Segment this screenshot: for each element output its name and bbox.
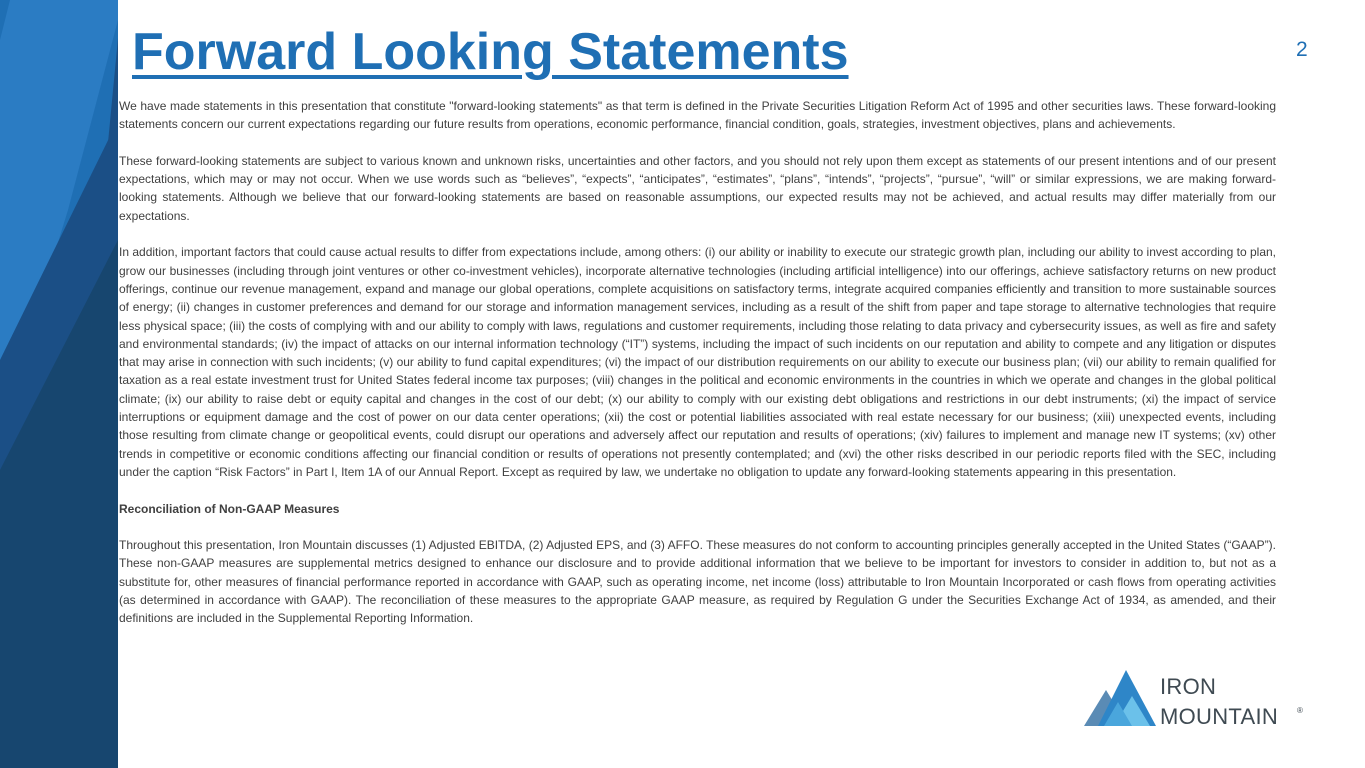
mountain-peaks-icon [1084, 668, 1158, 728]
iron-mountain-logo [1084, 668, 1314, 732]
paragraph-risks: These forward-looking statements are subject to various known and unknown risks, uncertainties and other factors, and you should not rely upon them except as statements of our present intentions and of our present expectations, which may or may not occur. When we use words such as “believes”, “expects”, “anticipates”, “estimates”, “plans”, “intends”, “projects”, “pursue”, “will” or similar expressions, we are making forward-looking statements. Although we believe that our forward-looking statements are based on reasonable assumptions, our expected results may not be achieved, and actual results may differ materially from our expectations. [119, 153, 1276, 223]
left-chevron-band [0, 0, 118, 768]
page-title: Forward Looking Statements [132, 23, 849, 81]
paragraph-important-factors: In addition, important factors that could cause actual results to differ from expectations include, among others: (i) our ability or inability to execute our strategic growth plan, including our ability to invest according to plan, grow our businesses (including through joint ventures or other co-investment vehicles), incorporate alternative technologies (including artificial intelligence) into our offerings, achieve satisfactory returns on new product offerings, continue our revenue management, expand and manage our global operations, complete acquisitions on satisfactory terms, integrate acquired companies efficiently and transition to more sustainable sources of energy; (ii) changes in customer preferences and demand for our storage and information management services, including as a result of the shift from paper and tape storage to alternative technologies that require less physical space; (iii) the costs of complying with and our ability to comply with laws, regulations and customer requirements, including those relating to data privacy and cybersecurity issues, as well as fire and safety and environmental standards; (iv) the impact of attacks on our internal information technology (“IT”) systems, including the impact of such incidents on our reputation and ability to compete and any litigation or disputes that may arise in connection with such incidents; (v) our ability to fund capital expenditures; (vi) the impact of our distribution requirements on our ability to execute our business plan; (vii) our ability to remain qualified for taxation as a real estate investment trust for United States federal income tax purposes; (viii) changes in the political and economic environments in the countries in which we operate and changes in the global political climate; (ix) our ability to raise debt or equity capital and changes in the cost of our debt; (x) our ability to comply with our existing debt obligations and restrictions in our debt instruments; (xi) the impact of service interruptions or equipment damage and the cost of power on our data center operations; (xii) the cost or potential liabilities associated with real estate necessary for our business; (xiii) unexpected events, including those resulting from climate change or geopolitical events, could disrupt our operations and adversely affect our reputation and results of operations; (xiv) failures to implement and manage new IT systems; (xv) other trends in competitive or economic conditions affecting our financial condition or results of operations not presently contemplated; and (xvi) the other risks described in our periodic reports filed with the SEC, including under the caption “Risk Factors” in Part I, Item 1A of our Annual Report. Except as required by law, we undertake no obligation to update any forward-looking statements appearing in this presentation. [119, 245, 1276, 479]
paragraph-reconciliation: Throughout this presentation, Iron Mountain discusses (1) Adjusted EBITDA, (2) Adjusted EPS, and (3) AFFO. These measures do not conform to accounting principles generally accepted in the United States (“GAAP”). These non-GAAP measures are supplemental metrics designed to enhance our disclosure and to provide additional information that we believe to be important for investors to consider in addition to, but not as a substitute for, other measures of financial performance reported in accordance with GAAP, such as operating income, net income (loss) attributable to Iron Mountain Incorporated or cash flows from operating activities (as determined in accordance with GAAP). The reconciliation of these measures to the appropriate GAAP measure, as required by Regulation G under the Securities Exchange Act of 1934, as amended, and their definitions are included in the Supplemental Reporting Information. [119, 538, 1276, 626]
body-text [119, 97, 1276, 646]
logo-text-iron: IRON [1160, 674, 1217, 699]
logo-text-mountain: MOUNTAIN [1160, 704, 1279, 729]
reconciliation-heading: Reconciliation of Non-GAAP Measures [119, 501, 340, 516]
page-number: 2 [1296, 38, 1308, 61]
registered-mark: ® [1297, 706, 1303, 715]
paragraph-forward-looking-definition: We have made statements in this presentation that constitute "forward-looking statements" as that term is defined in the Private Securities Litigation Reform Act of 1995 and other securities laws. These forward-looking statements concern our current expectations regarding our future results from operations, economic performance, financial condition, goals, strategies, investment objectives, plans and achievements. [119, 99, 1276, 132]
